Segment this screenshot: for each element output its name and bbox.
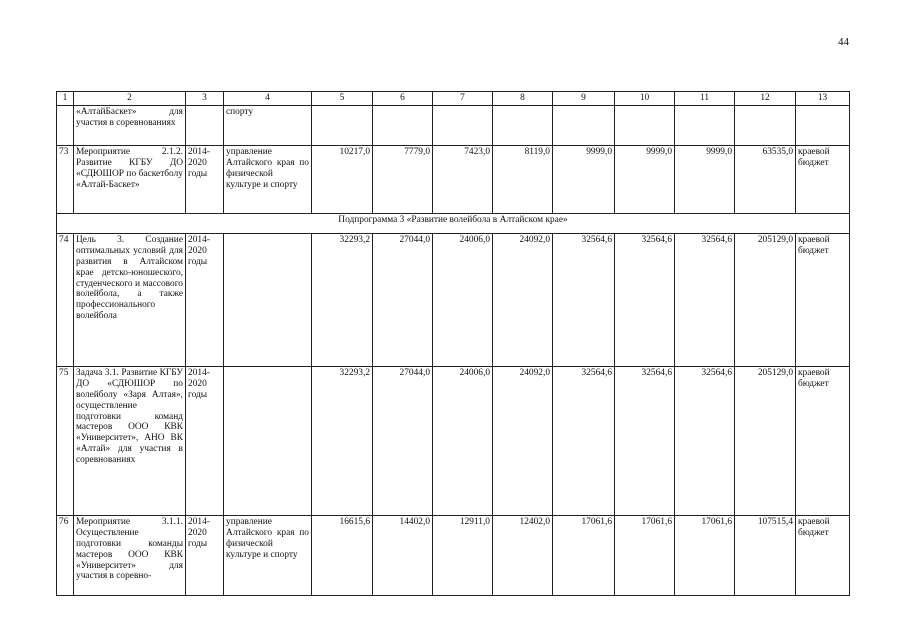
value-2015-cell: 7779,0 <box>373 145 433 213</box>
activity-name-cell: Мероприятие 3.1.1. Осуществление подготовки команды мастеров ООО КВК «Университет» для участия в соревно- <box>74 515 186 595</box>
source-cell: краевой бюджет <box>796 515 850 595</box>
activity-name-cell: Цель 3. Создание оптимальных условий для развития в Алтайском крае детско-юношеского, студенческого и массового волейбола, а также профессионального волейбола <box>74 233 186 366</box>
executor-cell <box>224 366 312 515</box>
value-2018-cell: 17061,6 <box>553 515 615 595</box>
source-cell <box>796 105 850 145</box>
value-2019-cell: 17061,6 <box>615 515 675 595</box>
value-cell <box>615 105 675 145</box>
total-cell: 107515,4 <box>735 515 796 595</box>
total-cell: 63535,0 <box>735 145 796 213</box>
value-cell <box>493 105 553 145</box>
value-2017-cell: 8119,0 <box>493 145 553 213</box>
column-header-row <box>57 92 850 106</box>
column-header: 12 <box>735 92 796 106</box>
value-2015-cell: 27044,0 <box>373 366 433 515</box>
column-header: 5 <box>312 92 373 106</box>
value-cell <box>433 105 493 145</box>
value-2019-cell: 32564,6 <box>615 233 675 366</box>
column-header: 7 <box>433 92 493 106</box>
value-2018-cell: 32564,6 <box>553 233 615 366</box>
column-header: 3 <box>186 92 224 106</box>
value-cell <box>553 105 615 145</box>
value-2020-cell: 9999,0 <box>675 145 735 213</box>
value-2018-cell: 9999,0 <box>553 145 615 213</box>
row-number-cell: 75 <box>57 366 74 515</box>
table-row-continuation <box>57 105 850 145</box>
subprogram-row <box>57 213 850 233</box>
executor-cell: управление Алтайского края по физической культуре и спорту <box>224 145 312 213</box>
value-2016-cell: 7423,0 <box>433 145 493 213</box>
activity-name-cell: «АлтайБаскет» для участия в соревнованиях <box>74 105 186 145</box>
row-number-cell: 74 <box>57 233 74 366</box>
value-2020-cell: 32564,6 <box>675 366 735 515</box>
column-header: 6 <box>373 92 433 106</box>
table-row-73 <box>57 145 850 213</box>
subprogram-title: Подпрограмма 3 «Развитие волейбола в Алтайском крае» <box>57 213 850 233</box>
years-cell: 2014-2020 годы <box>186 145 224 213</box>
value-2014-cell: 16615,6 <box>312 515 373 595</box>
row-number-cell <box>57 105 74 145</box>
column-header: 8 <box>493 92 553 106</box>
activity-name-cell: Задача 3.1. Развитие КГБУ ДО «СДЮШОР по волейболу «Заря Алтая», осуществление подготовки команд мастеров ООО КВК «Университет», АНО ВК «Алтай» для участия в соревнованиях <box>74 366 186 515</box>
value-2017-cell: 24092,0 <box>493 233 553 366</box>
column-header: 10 <box>615 92 675 106</box>
budget-table <box>56 91 850 596</box>
value-cell <box>675 105 735 145</box>
years-cell: 2014-2020 годы <box>186 366 224 515</box>
value-2016-cell: 24006,0 <box>433 366 493 515</box>
page-number: 44 <box>838 36 849 48</box>
total-cell: 205129,0 <box>735 233 796 366</box>
source-cell: краевой бюджет <box>796 233 850 366</box>
executor-cell <box>224 233 312 366</box>
years-cell <box>186 105 224 145</box>
source-cell: краевой бюджет <box>796 145 850 213</box>
value-2014-cell: 32293,2 <box>312 233 373 366</box>
value-2020-cell: 32564,6 <box>675 233 735 366</box>
value-2016-cell: 24006,0 <box>433 233 493 366</box>
value-2015-cell: 14402,0 <box>373 515 433 595</box>
value-2018-cell: 32564,6 <box>553 366 615 515</box>
executor-cell: управление Алтайского края по физической культуре и спорту <box>224 515 312 595</box>
table-row-74 <box>57 233 850 366</box>
value-2014-cell: 32293,2 <box>312 366 373 515</box>
source-cell: краевой бюджет <box>796 366 850 515</box>
row-number-cell: 73 <box>57 145 74 213</box>
value-2014-cell: 10217,0 <box>312 145 373 213</box>
value-2016-cell: 12911,0 <box>433 515 493 595</box>
value-cell <box>312 105 373 145</box>
value-2020-cell: 17061,6 <box>675 515 735 595</box>
value-2015-cell: 27044,0 <box>373 233 433 366</box>
years-cell: 2014-2020 годы <box>186 233 224 366</box>
column-header: 11 <box>675 92 735 106</box>
value-2019-cell: 32564,6 <box>615 366 675 515</box>
column-header: 9 <box>553 92 615 106</box>
total-cell: 205129,0 <box>735 366 796 515</box>
table-row-75 <box>57 366 850 515</box>
column-header: 13 <box>796 92 850 106</box>
column-header: 4 <box>224 92 312 106</box>
value-2017-cell: 12402,0 <box>493 515 553 595</box>
row-number-cell: 76 <box>57 515 74 595</box>
activity-name-cell: Мероприятие 2.1.2. Развитие КГБУ ДО «СДЮШОР по баскетболу «Алтай-Баскет» <box>74 145 186 213</box>
years-cell: 2014-2020 годы <box>186 515 224 595</box>
value-cell <box>373 105 433 145</box>
column-header: 2 <box>74 92 186 106</box>
table-row-76 <box>57 515 850 595</box>
value-2019-cell: 9999,0 <box>615 145 675 213</box>
value-2017-cell: 24092,0 <box>493 366 553 515</box>
executor-cell: спорту <box>224 105 312 145</box>
value-cell <box>735 105 796 145</box>
column-header: 1 <box>57 92 74 106</box>
